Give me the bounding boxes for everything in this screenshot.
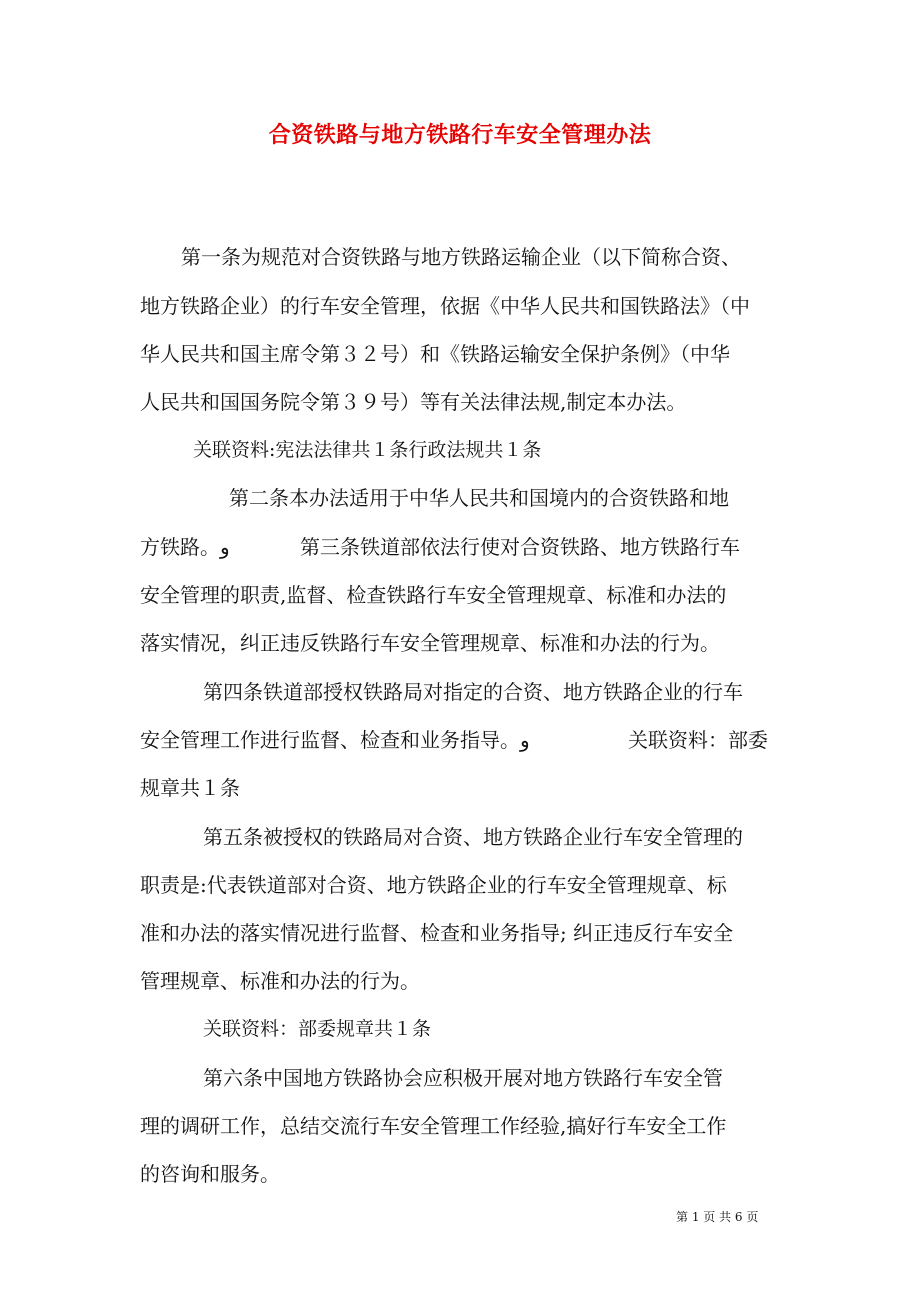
article-4-line-3: 规章共１条 <box>140 776 240 800</box>
article-6-line-2: 理的调研工作，总结交流行车安全管理工作经验,搞好行车安全工作 <box>140 1114 727 1138</box>
article-1-line-1: 第一条为规范对合资铁路与地方铁路运输企业（以下简称合资、 <box>181 245 741 269</box>
article-3-line-3: 落实情况，纠正违反铁路行车安全管理规章、标准和办法的行为。 <box>140 631 720 655</box>
article-6-line-3: 的咨询和服务。 <box>140 1162 280 1186</box>
article-3-line-1: 第三条铁道部依法行使对合资铁路、地方铁路行车 <box>300 535 740 559</box>
article-2-line-2: 方铁路。و <box>140 535 230 559</box>
page-number: 第 1 页 共 6 页 <box>676 1210 759 1224</box>
article-5-line-3: 准和办法的落实情况进行监督、检查和业务指导; 纠正违反行车安全 <box>140 921 734 945</box>
related-material-2: 关联资料：部委 <box>628 728 768 752</box>
article-1-line-3: 华人民共和国主席令第３２号）和《铁路运输安全保护条例》（中华 <box>140 342 730 366</box>
document-title: 合资铁路与地方铁路行车安全管理办法 <box>268 122 652 148</box>
article-4-line-2: 安全管理工作进行监督、检查和业务指导。و <box>140 728 530 752</box>
article-6-line-1: 第六条中国地方铁路协会应积极开展对地方铁路行车安全管 <box>203 1066 723 1090</box>
article-5-line-4: 管理规章、标准和办法的行为。 <box>140 969 420 993</box>
article-4-line-1: 第四条铁道部授权铁路局对指定的合资、地方铁路企业的行车 <box>203 680 743 704</box>
article-1-line-4: 人民共和国国务院令第３９号）等有关法律法规,制定本办法。 <box>140 390 687 414</box>
article-1-line-2: 地方铁路企业）的行车安全管理，依据《中华人民共和国铁路法》（中 <box>140 294 750 318</box>
article-5-line-2: 职责是:代表铁道部对合资、地方铁路企业的行车安全管理规章、标 <box>140 873 727 897</box>
article-3-line-2: 安全管理的职责,监督、检查铁路行车安全管理规章、标准和办法的 <box>140 583 727 607</box>
article-2-line-1: 第二条本办法适用于中华人民共和国境内的合资铁路和地 <box>229 486 729 510</box>
article-5-line-1: 第五条被授权的铁路局对合资、地方铁路企业行车安全管理的 <box>203 825 743 849</box>
related-material-3: 关联资料：部委规章共１条 <box>203 1018 432 1040</box>
related-material-1: 关联资料:宪法法律共１条行政法规共１条 <box>193 439 542 461</box>
